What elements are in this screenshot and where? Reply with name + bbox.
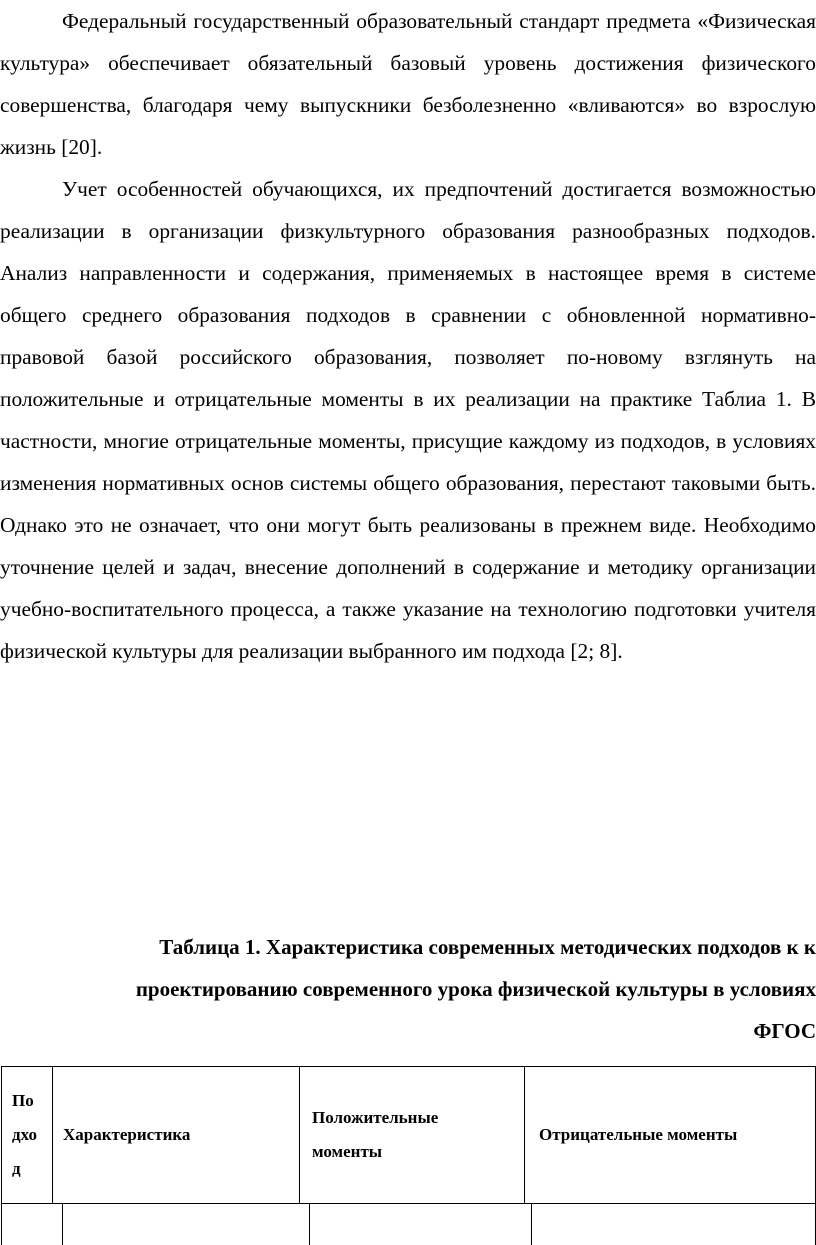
header-approach-part-1: По	[12, 1091, 34, 1110]
table-caption	[0, 926, 816, 1052]
approaches-table	[1, 1066, 816, 1204]
header-negative: Отрицательные моменты	[525, 1067, 816, 1204]
table-next-row	[1, 1203, 816, 1245]
header-approach-part-3: д	[12, 1159, 21, 1178]
paragraph-standard: Федеральный государственный образовательный стандарт предмета «Физическая культура» обеспечивает обязательный базовый уровень достижения физического совершенства, благодаря чему выпускники безболезненно «вливаются» во взрослую жизнь [20].	[0, 9, 816, 159]
header-positive	[300, 1067, 525, 1204]
header-positive-part-1: Положительные	[312, 1108, 439, 1127]
table-border-left	[1, 1203, 2, 1245]
header-characteristic: Характеристика	[53, 1067, 300, 1204]
header-approach-part-2: дхо	[12, 1125, 37, 1144]
paragraph-approaches: Учет особенностей обучающихся, их предпочтений достигается возможностью реализации в организации физкультурного образования разнообразных подходов. Анализ направленности и содержания, применяемых в настоящее время в системе общего среднего образования подходов в сравнении с обновленной нормативно-правовой базой российского образования, позволяет по-новому взглянуть на положительные и отрицательные моменты в их реализации на практике Таблиа 1. В частности, многие отрицательные моменты, присущие каждому из подходов, в условиях изменения нормативных основ системы общего образования, перестают таковыми быть. Однако это не означает, что они могут быть реализованы в прежнем виде. Необходимо уточнение целей и задач, внесение дополнений в содержание и методику организации учебно-воспитательного процесса, а также указание на технологию подготовки учителя физической культуры для реализации выбранного им подхода [2; 8].	[0, 177, 816, 663]
table-caption-line-3: ФГОС	[753, 1019, 816, 1043]
table-caption-line-1: Таблица 1. Характеристика современных методических подходов к к	[159, 935, 816, 959]
header-approach	[2, 1067, 53, 1204]
table-caption-line-2: проектированию современного урока физической культуры в условиях	[135, 977, 816, 1001]
table-border-col-3	[531, 1203, 532, 1245]
table-border-col-2	[309, 1203, 310, 1245]
table-border-col-1	[62, 1203, 63, 1245]
header-positive-part-2: моменты	[312, 1142, 383, 1161]
table-header-row	[2, 1067, 816, 1204]
